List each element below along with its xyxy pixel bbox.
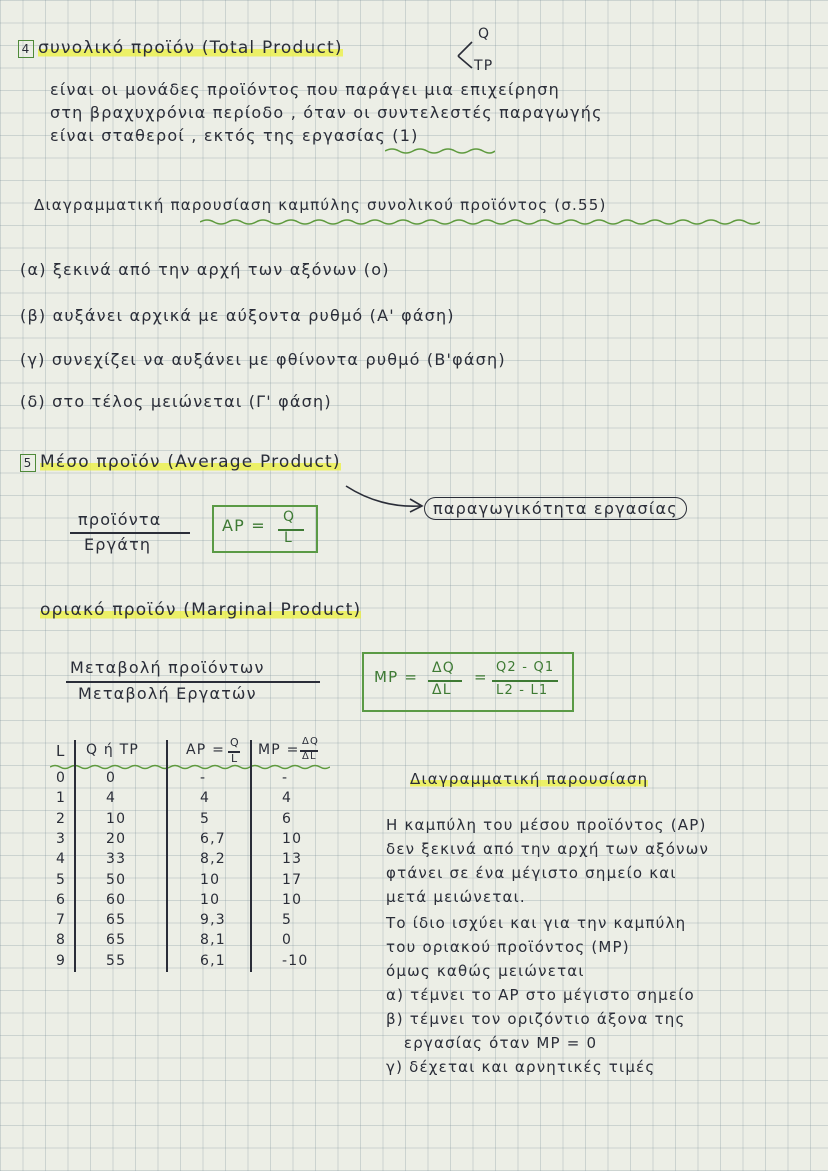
table-cell-mp: 0: [282, 932, 293, 949]
table-cell-ap: 10: [200, 891, 221, 908]
mp-diff-bottom: L2 - L1: [496, 683, 549, 698]
table-cell-q: 65: [106, 912, 127, 929]
table-cell-q: 65: [106, 932, 127, 949]
marginal-title: οριακό προϊόν (Marginal Product): [40, 600, 362, 620]
table-cell-mp: 10: [282, 830, 303, 847]
section-4-title: [18, 38, 343, 58]
notes-p2-line-4: α) τέμνει το AP στο μέγιστο σημείο: [386, 986, 695, 1004]
table-cell-mp: 4: [282, 790, 293, 807]
table-divider: [250, 740, 252, 972]
notes-p2-line-7: γ) δέχεται και αρνητικές τιμές: [386, 1058, 656, 1076]
table-header-l: L: [56, 742, 66, 760]
section-5-title: [20, 452, 341, 472]
notes-p2-line-1: Το ίδιο ισχύει και για την καμπύλη: [386, 914, 687, 932]
table-cell-l: 1: [56, 790, 67, 807]
table-cell-mp: 13: [282, 851, 303, 868]
fraction-line: [70, 532, 190, 534]
tp-point-c: (γ) συνεχίζει να αυξάνει με φθίνοντα ρυθμό (Β'φάση): [20, 350, 506, 369]
table-cell-q: 10: [106, 810, 127, 827]
table-cell-mp: 17: [282, 871, 303, 888]
ap-formula-bottom: L: [284, 530, 293, 546]
table-cell-q: 60: [106, 891, 127, 908]
table-cell-mp: 5: [282, 912, 293, 929]
symbol-q: Q: [478, 26, 491, 42]
table-cell-q: 33: [106, 851, 127, 868]
table-cell-ap: 8,1: [200, 932, 226, 949]
table-header-q: Q ή TP: [86, 742, 139, 758]
table-header-mp: MP =: [258, 742, 300, 758]
mp-diff-top: Q2 - Q1: [496, 660, 555, 675]
table-cell-ap: 5: [200, 810, 211, 827]
diagram-heading-tp: Διαγραμματική παρουσίαση καμπύλης συνολικού προϊόντος (σ.55): [34, 196, 607, 214]
notes-p1-line-4: μετά μειώνεται.: [386, 888, 526, 906]
table-cell-ap: 8,2: [200, 851, 226, 868]
notes-p1-line-2: δεν ξεκινά από την αρχή των αξόνων: [386, 840, 710, 858]
ap-fraction-top: προϊόντα: [78, 510, 162, 529]
section-title-text: συνολικό προϊόν (Total Product): [38, 38, 343, 58]
table-cell-q: 4: [106, 790, 117, 807]
ergasia-underline: [385, 147, 495, 155]
table-cell-mp: -10: [282, 952, 309, 969]
tp-point-a: (α) ξεκινά από την αρχή των αξόνων (ο): [20, 260, 390, 279]
table-cell-ap: 9,3: [200, 912, 226, 929]
table-cell-q: 55: [106, 952, 127, 969]
section-number-box: 4: [18, 40, 34, 58]
table-cell-l: 8: [56, 932, 67, 949]
table-cell-q: 20: [106, 830, 127, 847]
table-header-ap-top: Q: [230, 736, 240, 749]
table-cell-l: 7: [56, 912, 67, 929]
section-number-box: 5: [20, 454, 36, 472]
table-header-mp-top: ΔQ: [302, 736, 320, 747]
table-cell-l: 0: [56, 770, 67, 786]
notes-p2-line-3: όμως καθώς μειώνεται: [386, 962, 585, 980]
table-header-ap-bottom: L: [231, 752, 239, 765]
table-cell-ap: -: [200, 770, 207, 786]
table-cell-l: 5: [56, 871, 67, 888]
table-cell-l: 4: [56, 851, 67, 868]
diagram-heading-underline: [200, 218, 760, 226]
section-title-text: Μέσο προϊόν (Average Product): [40, 452, 341, 472]
tp-point-b: (β) αυξάνει αρχικά με αύξοντα ρυθμό (Α' φάση): [20, 306, 455, 325]
table-header-mp-bottom: ΔL: [302, 751, 317, 762]
table-cell-ap: 6,1: [200, 952, 226, 969]
notes-p1-line-1: Η καμπύλη του μέσου προϊόντος (AP): [386, 816, 707, 834]
table-cell-q: 0: [106, 770, 117, 786]
notes-p2-line-6: εργασίας όταν MP = 0: [386, 1034, 598, 1052]
arrow-icon: [340, 480, 430, 520]
fraction-line: [492, 680, 558, 682]
table-cell-mp: 6: [282, 810, 293, 827]
definition-line-3: είναι σταθεροί , εκτός της εργασίας (1): [50, 126, 419, 145]
table-cell-ap: 4: [200, 790, 211, 807]
table-cell-ap: 6,7: [200, 830, 226, 847]
ap-fraction-bottom: Εργάτη: [84, 535, 152, 554]
tp-point-d: (δ) στο τέλος μειώνεται (Γ' φάση): [20, 392, 332, 411]
table-cell-mp: -: [282, 770, 289, 786]
table-cell-l: 3: [56, 830, 67, 847]
symbol-tp: TP: [474, 58, 494, 74]
table-divider: [74, 740, 76, 972]
notes-p1-line-3: φτάνει σε ένα μέγιστο σημείο και: [386, 864, 677, 882]
mp-equals: =: [474, 668, 488, 686]
notes-p2-line-5: β) τέμνει τον οριζόντιο άξονα της: [386, 1010, 686, 1028]
table-cell-q: 50: [106, 871, 127, 888]
mp-delta-top: ΔQ: [432, 660, 455, 676]
ap-formula-label: AP =: [222, 516, 266, 535]
mp-formula-label: MP =: [374, 668, 419, 686]
mp-fraction-bottom: Μεταβολή Εργατών: [78, 684, 257, 703]
definition-line-1: είναι οι μονάδες προϊόντος που παράγει μια επιχείρηση: [50, 80, 560, 99]
table-cell-mp: 10: [282, 891, 303, 908]
productivity-label: παραγωγικότητα εργασίας: [424, 497, 687, 520]
table-cell-l: 2: [56, 810, 67, 827]
ap-formula-top: Q: [283, 509, 296, 525]
table-cell-ap: 10: [200, 871, 221, 888]
mp-delta-bottom: ΔL: [432, 682, 452, 698]
definition-line-2: στη βραχυχρόνια περίοδο , όταν οι συντελεστές παραγωγής: [50, 103, 603, 122]
fraction-line: [66, 681, 320, 683]
table-cell-l: 6: [56, 891, 67, 908]
table-divider: [166, 740, 168, 972]
table-cell-l: 9: [56, 952, 67, 969]
notes-heading: Διαγραμματική παρουσίαση: [410, 770, 649, 788]
table-header-ap: AP =: [186, 742, 226, 758]
mp-fraction-top: Μεταβολή προϊόντων: [70, 658, 265, 677]
notes-p2-line-2: του οριακού προϊόντος (MP): [386, 938, 630, 956]
